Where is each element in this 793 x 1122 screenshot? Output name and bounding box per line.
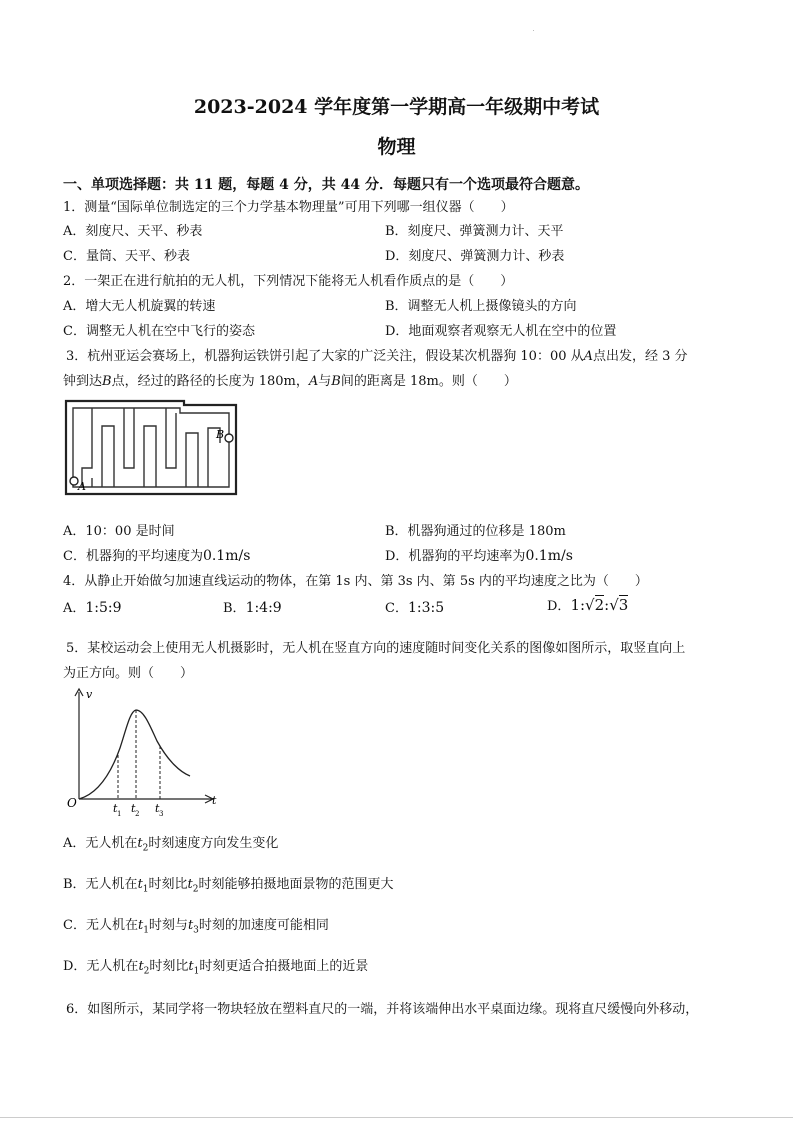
- maze-inner-outline: [73, 408, 229, 487]
- q4-option-d-label: D．: [547, 599, 571, 614]
- q3-stem-part: 点，经过的路径的长度为 180m，: [111, 374, 309, 389]
- q5-option-d-symbol: t: [188, 959, 194, 974]
- q4-option-a: [63, 600, 122, 617]
- velocity-curve: [79, 710, 190, 799]
- q4-option-d-math: 1:: [570, 596, 586, 614]
- q5-option-b-text: 时刻比: [148, 877, 188, 892]
- q5-option-d-symbol: t: [138, 959, 144, 974]
- q5-option-b: [63, 877, 394, 898]
- q5-stem-line1: 5．某校运动会上使用无人机摄影时，无人机在竖直方向的速度随时间变化关系的图像如图所示，取竖直向上: [66, 641, 686, 656]
- q5-option-b-text: 时刻能够拍摄地面景物的范围更大: [198, 877, 394, 892]
- maze-label-a: A: [78, 480, 86, 493]
- maze-point-a-marker: [70, 477, 78, 485]
- q3-option-c-text: C．机器狗的平均速度为: [63, 549, 203, 564]
- q5-option-b-text: B．无人机在: [63, 877, 138, 892]
- q2-option-d: D．地面观察者观察无人机在空中的位置: [385, 324, 617, 339]
- q3-stem-line1: [66, 349, 688, 365]
- origin-label: O: [67, 796, 77, 810]
- t3-label: t: [155, 802, 160, 815]
- q3-stem-part: 与: [318, 374, 332, 389]
- q5-stem-line2: 为正方向。则（ ）: [63, 666, 194, 681]
- t1-label: t: [113, 802, 118, 815]
- q5-option-d-subscript: 1: [193, 966, 200, 977]
- sqrt-sign-icon: √: [585, 596, 595, 614]
- q1-option-c: C．量筒、天平、秒表: [63, 249, 190, 264]
- section-heading: 一、单项选择题：共 11 题，每题 4 分，共 44 分．每题只有一个选项最符合题意。: [63, 177, 589, 193]
- subject-title: 物理: [377, 136, 416, 158]
- q5-option-c-symbol: t: [187, 918, 194, 933]
- q3-option-d-text: D．机器狗的平均速率为: [385, 549, 526, 564]
- q4-option-d-math: :: [604, 596, 610, 614]
- q4-option-a-math: 1:5:9: [85, 600, 122, 616]
- q2-option-c: C．调整无人机在空中飞行的姿态: [63, 324, 255, 339]
- q5-option-a: [63, 836, 278, 857]
- q3-option-d-math: 0.1m/s: [525, 548, 573, 564]
- q3-option-b: B．机器狗通过的位移是 180m: [385, 524, 566, 539]
- q2-stem: 2．一架正在进行航拍的无人机，下列情况下能将无人机看作质点的是（ ）: [63, 274, 514, 289]
- q5-option-b-symbol: t: [187, 877, 193, 892]
- q3-point-a: A: [583, 349, 594, 364]
- q3-point-a: A: [308, 374, 319, 389]
- t2-label: t: [131, 802, 136, 815]
- exam-title: 2023-2024 学年度第一学期高一年级期中考试: [193, 96, 600, 118]
- q5-option-d: [63, 959, 368, 980]
- q3-stem-part: 钟到达: [63, 374, 103, 389]
- q5-option-c: [63, 918, 329, 939]
- q5-option-b-subscript: 2: [192, 884, 199, 895]
- q5-option-a-text: A．无人机在: [63, 836, 138, 851]
- q4-option-c: [385, 600, 444, 617]
- q3-option-d: [385, 548, 573, 565]
- q4-option-b: [223, 600, 282, 617]
- q4-stem: 4．从静止开始做匀加速直线运动的物体，在第 1s 内、第 3s 内、第 5s 内的平均速度之比为（ ）: [63, 574, 648, 589]
- q1-option-d: D．刻度尺、弹簧测力计、秒表: [385, 249, 565, 264]
- q4-option-a-label: A．: [63, 601, 86, 616]
- q5-option-b-subscript: 1: [142, 884, 149, 895]
- q6-stem: 6．如图所示，某同学将一物块轻放在塑料直尺的一端，并将该端伸出水平桌面边缘。现将直尺缓慢向外移动，: [66, 1002, 699, 1017]
- q3-option-c: [63, 548, 250, 565]
- q4-option-d-radicand: 3: [618, 596, 629, 614]
- q1-stem: 1．测量“国际单位制选定的三个力学基本物理量”可用下列哪一组仪器（ ）: [63, 200, 514, 215]
- q4-option-c-label: C．: [385, 601, 408, 616]
- q5-option-d-text: D．无人机在: [63, 959, 139, 974]
- q5-option-c-text: C．无人机在: [63, 918, 138, 933]
- q3-stem-line2: [63, 374, 517, 390]
- q5-option-d-subscript: 2: [143, 966, 150, 977]
- q5-option-c-text: 时刻的加速度可能相同: [198, 918, 329, 933]
- q4-option-b-label: B．: [223, 601, 246, 616]
- maze-point-b-marker: [225, 434, 233, 442]
- t-axis-label: t: [212, 794, 217, 807]
- q1-option-a: A．刻度尺、天平、秒表: [63, 224, 203, 239]
- q3-point-b: B: [102, 374, 112, 389]
- q2-option-a: A．增大无人机旋翼的转速: [63, 299, 216, 314]
- sqrt-sign-icon: √: [609, 596, 619, 614]
- q3-stem-part: 间的距离是 18m。则（ ）: [340, 374, 517, 389]
- q3-stem-part: 3．杭州亚运会赛场上，机器狗运铁饼引起了大家的广泛关注，假设某次机器狗 10：00 从: [66, 349, 584, 364]
- v-axis-label: v: [86, 688, 93, 701]
- q4-option-b-math: 1:4:9: [245, 600, 282, 616]
- q4-option-d: [547, 597, 628, 615]
- q5-option-c-text: 时刻与: [148, 918, 188, 933]
- q3-stem-part: 点出发，经 3 分: [593, 349, 688, 364]
- q4-option-d-radicand: 2: [594, 596, 605, 614]
- q4-option-c-math: 1:3:5: [407, 600, 445, 616]
- t2-subscript: 2: [135, 810, 140, 818]
- maze-figure: [62, 398, 242, 500]
- q5-option-d-text: 时刻更适合拍摄地面上的近景: [199, 959, 369, 974]
- t3-subscript: 3: [159, 810, 164, 818]
- q3-option-a: A．10：00 是时间: [63, 524, 175, 539]
- q3-option-c-math: 0.1m/s: [202, 548, 251, 564]
- q5-option-a-symbol: t: [137, 836, 143, 851]
- q5-option-d-text: 时刻比: [149, 959, 189, 974]
- maze-walls: [82, 408, 220, 487]
- q5-option-a-text: 时刻速度方向发生变化: [148, 836, 279, 851]
- q1-option-b: B．刻度尺、弹簧测力计、天平: [385, 224, 564, 239]
- q5-option-c-subscript: 3: [193, 925, 199, 936]
- t1-subscript: 1: [117, 810, 122, 818]
- velocity-time-graph: [62, 686, 224, 820]
- page-bottom-rule: [0, 1117, 793, 1118]
- maze-label-b: B: [216, 428, 225, 441]
- q2-option-b: B．调整无人机上摄像镜头的方向: [385, 299, 577, 314]
- q5-option-c-subscript: 1: [143, 925, 149, 936]
- q5-option-c-symbol: t: [137, 918, 144, 933]
- scan-speck: [533, 30, 534, 31]
- q3-point-b: B: [331, 374, 341, 389]
- q5-option-b-symbol: t: [137, 877, 143, 892]
- q5-option-a-subscript: 2: [142, 843, 149, 854]
